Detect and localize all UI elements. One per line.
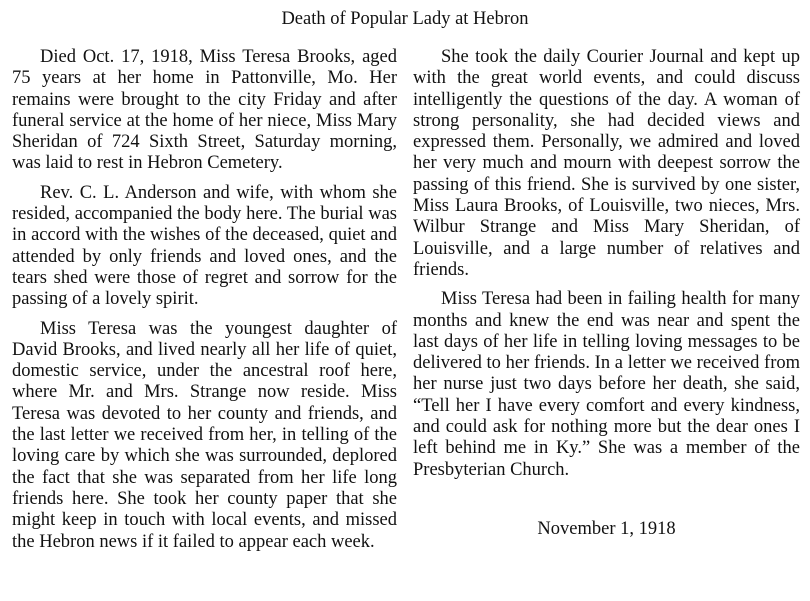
paragraph-final-days: Miss Teresa had been in failing health for many months and knew the end was near and spent the last days of her life in telling loving messages to be delivered to her friends. In a letter we received from her nurse just two days before her death, she said, “Tell her I have every comfort and every kindness, and could ask for nothing more but the dear ones I left behind me in Ky.” She was a member of the Presbyterian Church. bbox=[413, 289, 800, 480]
left-column bbox=[12, 47, 397, 561]
paragraph-biography: Miss Teresa was the youngest daughter of David Brooks, and lived nearly all her life of quiet, domestic service, under the ancestral roof here, where Mr. and Mrs. Strange now reside. Miss Teresa was devoted to her county and friends, and the last letter we received from her, in telling of the loving care by which she was surrounded, deplored the fact that she was separated from her life long friends here. She took her county paper that she might keep in touch with local events, and missed the Hebron news if it failed to appear each week. bbox=[12, 318, 397, 552]
dateline: November 1, 1918 bbox=[537, 518, 676, 539]
right-column bbox=[413, 47, 800, 540]
paragraph-burial: Rev. C. L. Anderson and wife, with whom she resided, accompanied the body here. The burial was in accord with the wishes of the deceased, quiet and attended by only friends and loved ones, and the tears shed were those of regret and sorrow for the passing of a lovely spirit. bbox=[12, 182, 397, 310]
paragraph-character-survivors: She took the daily Courier Journal and kept up with the great world events, and could discuss intelligently the questions of the day. A woman of strong personality, she had decided views and expressed them. Personally, we admired and loved her very much and mourn with deepest sorrow the passing of this friend. She is survived by one sister, Miss Laura Brooks, of Louisville, two nieces, Mrs. Wilbur Strange and Miss Mary Sheridan, of Louisville, and a large number of relatives and friends. bbox=[413, 47, 800, 280]
article-title: Death of Popular Lady at Hebron bbox=[281, 9, 529, 29]
paragraph-death-notice: Died Oct. 17, 1918, Miss Teresa Brooks, aged 75 years at her home in Pattonville, Mo. Her remains were brought to the city Friday and after funeral service at the home of her niece, Miss Mary Sheridan of 724 Sixth Street, Saturday morning, was laid to rest in Hebron Cemetery. bbox=[12, 47, 397, 174]
